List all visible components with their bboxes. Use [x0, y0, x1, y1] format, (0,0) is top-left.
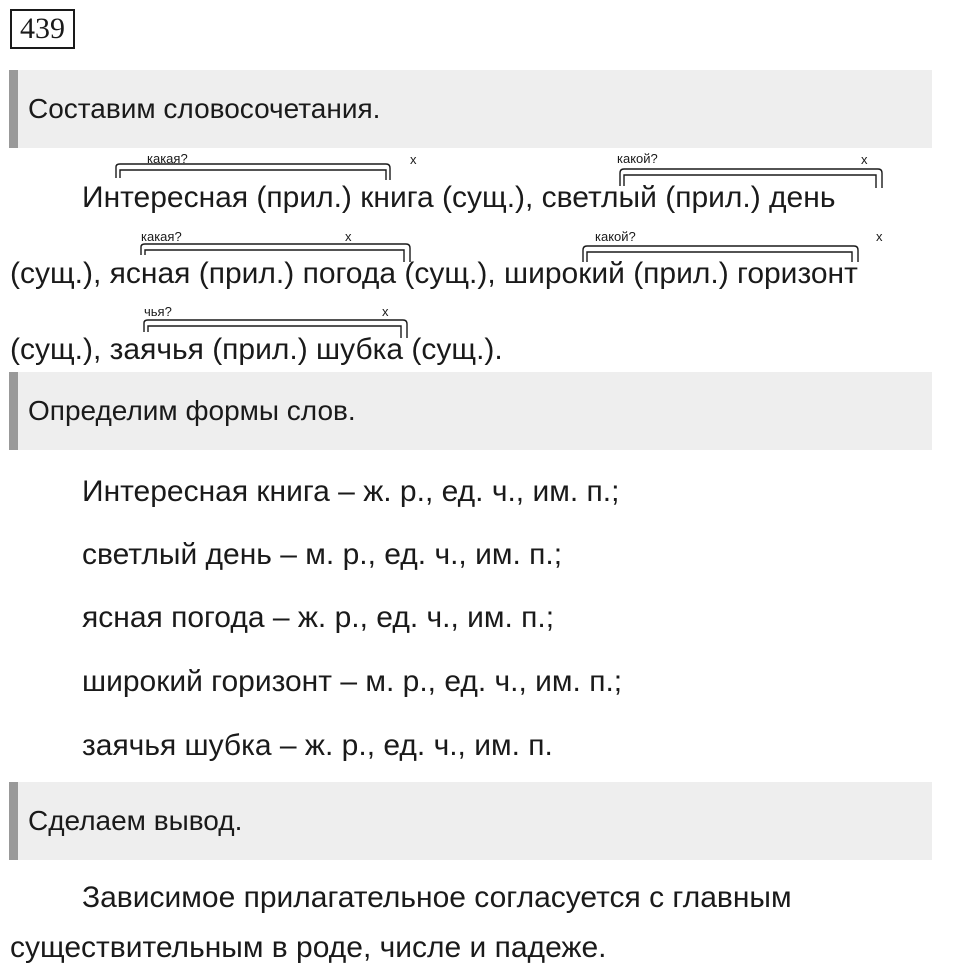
arc-question: какой?: [595, 229, 636, 244]
head-mark: x: [345, 229, 352, 244]
section-heading-phrases: Составим словосочетания.: [9, 70, 932, 148]
head-mark: x: [410, 152, 417, 167]
head-mark: x: [382, 304, 389, 319]
head-mark: x: [876, 229, 883, 244]
form-item: заячья шубка – ж. р., ед. ч., им. п.: [82, 729, 553, 762]
arc-question: какая?: [147, 151, 188, 166]
section-heading-conclusion: Сделаем вывод.: [9, 782, 932, 860]
form-item: ясная погода – ж. р., ед. ч., им. п.;: [82, 601, 555, 634]
phrases-line-3: (сущ.), заячья (прил.) шубка (сущ.).: [10, 333, 503, 366]
form-item: Интересная книга – ж. р., ед. ч., им. п.;: [82, 475, 620, 508]
arc-question: какая?: [141, 229, 182, 244]
form-item: широкий горизонт – м. р., ед. ч., им. п.;: [82, 665, 623, 698]
head-mark: x: [861, 152, 868, 167]
task-number: 439: [10, 9, 75, 49]
section-heading-forms: Определим формы слов.: [9, 372, 932, 450]
phrases-line-2: (сущ.), ясная (прил.) погода (сущ.), широкий (прил.) горизонт: [10, 257, 858, 290]
conclusion-line-1: Зависимое прилагательное согласуется с главным: [82, 881, 792, 914]
arc-question: какой?: [617, 151, 658, 166]
conclusion-line-2: существительным в роде, числе и падеже.: [10, 931, 607, 964]
form-item: светлый день – м. р., ед. ч., им. п.;: [82, 538, 563, 571]
arc-question: чья?: [144, 304, 172, 319]
phrases-line-1: Интересная (прил.) книга (сущ.), светлый (прил.) день: [82, 181, 836, 214]
